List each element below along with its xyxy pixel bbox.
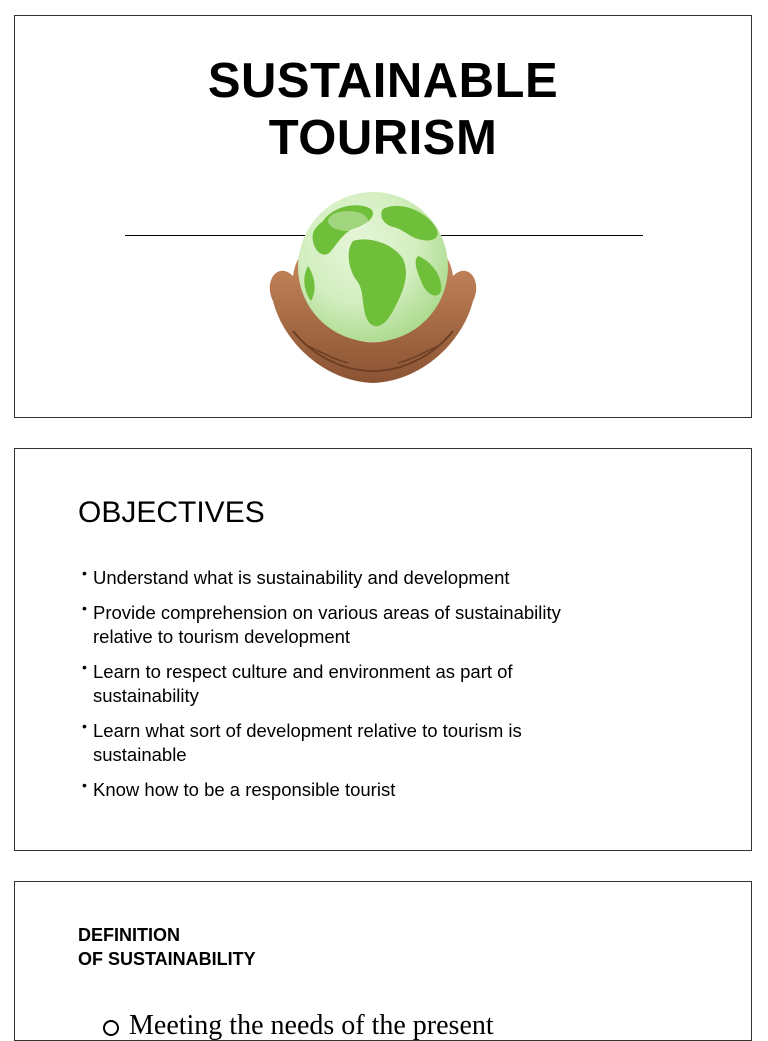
definition-heading-line-2: OF SUSTAINABILITY: [78, 949, 256, 969]
objective-text-line: Learn to respect culture and environment as part of: [93, 661, 513, 682]
objective-text-line: relative to tourism development: [93, 626, 351, 647]
slide-title-line-1: SUSTAINABLE: [207, 54, 559, 108]
objective-item: [82, 601, 682, 649]
definition-text: [103, 1010, 494, 1041]
bullet-dot-icon: •: [82, 718, 87, 734]
objectives-list: [82, 566, 682, 813]
bullet-dot-icon: •: [82, 777, 87, 793]
objective-text-line: sustainability: [93, 685, 199, 706]
circle-bullet-icon: [103, 1020, 119, 1036]
definition-text-line: Meeting the needs of the present: [129, 1010, 494, 1041]
slide-objectives: [14, 448, 752, 851]
bullet-dot-icon: •: [82, 600, 87, 616]
objectives-heading: OBJECTIVES: [78, 496, 265, 529]
slide-title: [14, 15, 752, 418]
slide-definition: [14, 881, 752, 1041]
slide-title-line-2: TOURISM: [268, 111, 498, 165]
objective-text-line: Know how to be a responsible tourist: [93, 779, 396, 800]
definition-heading-line-1: DEFINITION: [78, 925, 180, 945]
objective-text-line: sustainable: [93, 744, 187, 765]
objective-item: [82, 660, 682, 708]
objective-item: [82, 566, 682, 590]
objective-text-line: Understand what is sustainability and development: [93, 567, 510, 588]
definition-heading: [78, 923, 256, 971]
hands-holding-globe-image: [253, 181, 493, 386]
bullet-dot-icon: •: [82, 565, 87, 581]
objective-text-line: Learn what sort of development relative to tourism is: [93, 720, 522, 741]
objective-item: [82, 778, 682, 802]
objective-text-line: Provide comprehension on various areas of sustainability: [93, 602, 561, 623]
objective-item: [82, 719, 682, 767]
bullet-dot-icon: •: [82, 659, 87, 675]
